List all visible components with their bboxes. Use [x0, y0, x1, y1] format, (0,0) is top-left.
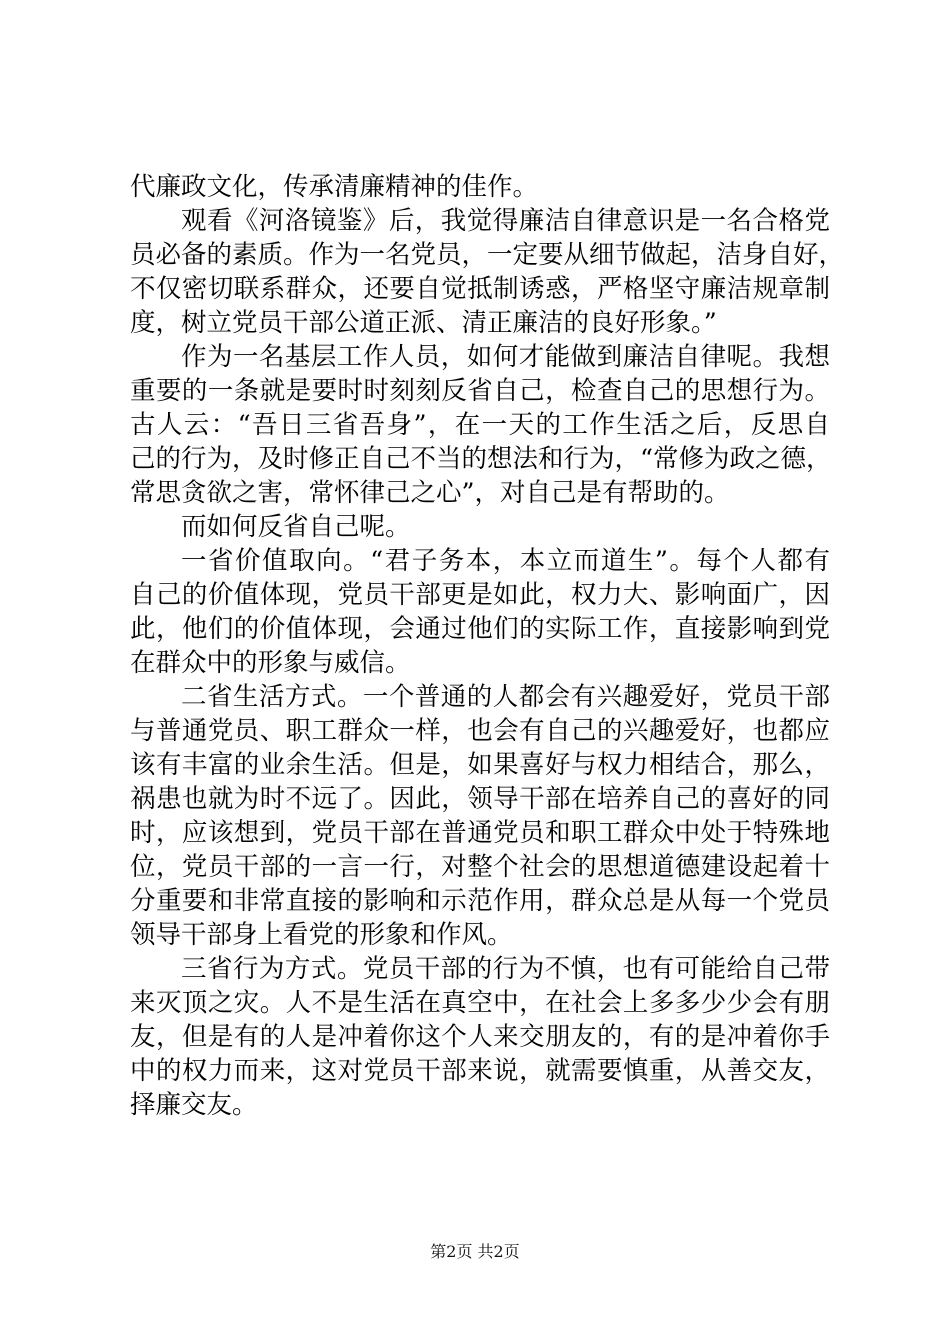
- text-line: 常思贪欲之害，常怀律己之心”，对自己是有帮助的。: [130, 478, 730, 508]
- text-line: 时，应该想到，党员干部在普通党员和职工群众中处于特殊地: [130, 818, 830, 848]
- text-line: 己的行为，及时修正自己不当的想法和行为，“常修为政之德，: [130, 444, 832, 474]
- text-line: 一省价值取向。“君子务本，本立而道生”。每个人都有: [181, 546, 830, 576]
- text-line: 位，党员干部的一言一行，对整个社会的思想道德建设起着十: [130, 852, 830, 882]
- document-body: [130, 170, 845, 1122]
- page-number: 第2页 共2页: [430, 1242, 520, 1261]
- text-line: 代廉政文化，传承清廉精神的佳作。: [130, 172, 539, 202]
- text-line: 此，他们的价值体现，会通过他们的实际工作，直接影响到党: [130, 614, 830, 644]
- text-line: 来灭顶之灾。人不是生活在真空中，在社会上多多少少会有朋: [130, 988, 830, 1018]
- text-line: 祸患也就为时不远了。因此，领导干部在培养自己的喜好的同: [130, 784, 830, 814]
- text-line: 该有丰富的业余生活。但是，如果喜好与权力相结合，那么，: [130, 750, 830, 780]
- text-line: 中的权力而来，这对党员干部来说，就需要慎重，从善交友，: [130, 1056, 830, 1086]
- text-line: 分重要和非常直接的影响和示范作用，群众总是从每一个党员: [130, 886, 830, 916]
- text-line: 古人云：“吾日三省吾身”，在一天的工作生活之后，反思自: [130, 410, 830, 440]
- text-line: 重要的一条就是要时时刻刻反省自己，检查自己的思想行为。: [130, 376, 830, 406]
- text-line: 领导干部身上看党的形象和作风。: [130, 920, 513, 950]
- page-footer: [0, 1240, 950, 1264]
- text-line: 观看《河洛镜鉴》后，我觉得廉洁自律意识是一名合格党: [181, 206, 830, 236]
- text-line: 择廉交友。: [130, 1090, 258, 1120]
- text-line: 员必备的素质。作为一名党员，一定要从细节做起，洁身自好，: [130, 240, 845, 270]
- text-line: 自己的价值体现，党员干部更是如此，权力大、影响面广，因: [130, 580, 830, 610]
- text-line: 在群众中的形象与威信。: [130, 648, 411, 678]
- text-line: 三省行为方式。党员干部的行为不慎，也有可能给自己带: [181, 954, 830, 984]
- text-line: 而如何反省自己呢。: [181, 512, 411, 542]
- text-line: 作为一名基层工作人员，如何才能做到廉洁自律呢。我想: [181, 342, 830, 372]
- text-line: 与普通党员、职工群众一样，也会有自己的兴趣爱好，也都应: [130, 716, 830, 746]
- text-line: 不仅密切联系群众，还要自觉抵制诱惑，严格坚守廉洁规章制: [130, 274, 830, 304]
- text-line: 二省生活方式。一个普通的人都会有兴趣爱好，党员干部: [181, 682, 830, 712]
- text-line: 度，树立党员干部公道正派、清正廉洁的良好形象。”: [130, 308, 717, 338]
- text-line: 友，但是有的人是冲着你这个人来交朋友的，有的是冲着你手: [130, 1022, 830, 1052]
